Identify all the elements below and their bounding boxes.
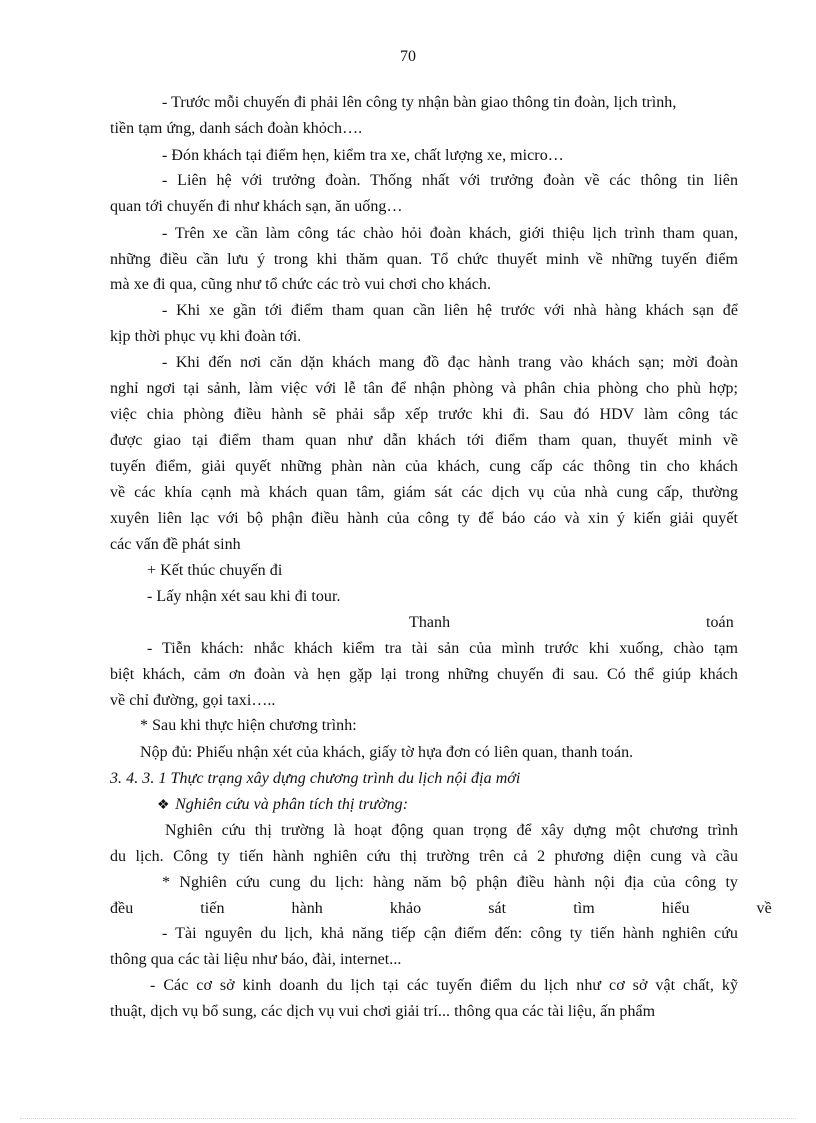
text-line-17: xuyên liên lạc với bộ phận điều hành của công ty để báo cáo và xin ý kiến giải quyết <box>110 510 738 527</box>
text-line-5: quan tới chuyến đi như khách sạn, ăn uống… <box>110 198 403 215</box>
text-line-21b: toán <box>706 614 734 631</box>
text-line-18: các vấn đề phát sinh <box>110 536 241 553</box>
section-heading: 3. 4. 3. 1 Thực trạng xây dựng chương trình du lịch nội địa mới <box>110 770 521 787</box>
text-line-12: nghỉ ngơi tại sảnh, làm việc với lễ tân để nhận phòng và phân chia phòng cho phù hợp; <box>110 380 738 397</box>
text-line-30: Nghiên cứu thị trường là hoạt động quan trọng để xây dựng một chương trình <box>165 822 738 839</box>
text-line-16: về các khía cạnh mà khách quan tâm, giám sát các dịch vụ của nhà cung cấp, thường <box>110 484 738 501</box>
text-line-31: du lịch. Công ty tiến hành nghiên cứu thị trường trên cả 2 phương diện cung và cầu <box>110 848 738 865</box>
text-line-22: - Tiễn khách: nhắc khách kiểm tra tài sản của mình trước khi xuống, chào tạm <box>147 640 738 657</box>
page-bottom-divider <box>20 1118 796 1119</box>
text-line-2: tiền tạm ứng, danh sách đoàn khỏch…. <box>110 120 363 137</box>
text-line-6: - Trên xe cần làm công tác chào hỏi đoàn khách, giới thiệu lịch trình tham quan, <box>162 225 738 242</box>
text-line-20: - Lấy nhận xét sau khi đi tour. <box>147 588 341 605</box>
text-line-8: mà xe đi qua, cũng như tổ chức các trò vui chơi cho khách. <box>110 276 492 293</box>
text-line-36: - Các cơ sở kinh doanh du lịch tại các tuyến điểm du lịch như cơ sở vật chất, kỹ <box>150 977 738 994</box>
text-line-37: thuật, dịch vụ bổ sung, các dịch vụ vui chơi giải trí... thông qua các tài liệu, ấn phẩm <box>110 1003 656 1020</box>
text-line-25: * Sau khi thực hiện chương trình: <box>140 717 357 734</box>
text-line-3: - Đón khách tại điểm hẹn, kiểm tra xe, chất lượng xe, micro… <box>162 147 564 164</box>
subsection-heading <box>157 794 785 817</box>
text-line-19: + Kết thúc chuyến đi <box>147 562 283 579</box>
text-line-26: Nộp đủ: Phiếu nhận xét của khách, giấy tờ hựa đơn có liên quan, thanh toán. <box>140 744 634 761</box>
text-line-21a: Thanh <box>409 614 451 631</box>
text-line-35: thông qua các tài liệu như báo, đài, internet... <box>110 951 402 968</box>
text-line-4: - Liên hệ với trưởng đoàn. Thống nhất với trưởng đoàn về các thông tin liên <box>162 172 738 189</box>
text-line-10: kịp thời phục vụ khi đoàn tới. <box>110 328 302 345</box>
text-line-15: tuyến điểm, giải quyết những phàn nàn của khách, cung cấp các thông tin cho khách <box>110 458 738 475</box>
text-line-7: những điều cần lưu ý trong khi thăm quan. Tổ chức thuyết minh về những tuyến điểm <box>110 251 738 268</box>
text-line-13: việc chia phòng điều hành sẽ phải sắp xếp trước khi đi. Sau đó HDV làm công tác <box>110 406 738 423</box>
diamond-bullet-icon: ❖ <box>157 798 170 813</box>
text-line-11: - Khi đến nơi căn dặn khách mang đồ đạc hành trang vào khách sạn; mời đoàn <box>162 354 738 371</box>
text-line-24: về chỉ đường, gọi taxi….. <box>110 692 276 709</box>
text-line-34: - Tài nguyên du lịch, khả năng tiếp cận điểm đến: công ty tiến hành nghiên cứu <box>162 925 738 942</box>
text-line-32: * Nghiên cứu cung du lịch: hàng năm bộ phận điều hành nội địa của công ty <box>162 874 738 891</box>
subsection-heading-text: Nghiên cứu và phân tích thị trường: <box>175 796 409 813</box>
text-line-33: đều tiến hành khảo sát tìm hiểu về <box>110 900 772 917</box>
text-line-1: - Trước mỗi chuyến đi phải lên công ty nhận bàn giao thông tin đoàn, lịch trình, <box>162 94 677 111</box>
page-number: 70 <box>400 48 416 65</box>
text-line-9: - Khi xe gần tới điểm tham quan cần liên hệ trước với nhà hàng khách sạn để <box>162 302 738 319</box>
text-line-23: biệt khách, cảm ơn đoàn và hẹn gặp lại trong những chuyến đi sau. Có thể giúp khách <box>110 666 738 683</box>
text-line-14: được giao tại điểm tham quan như dẫn khách tới điểm tham quan, thuyết minh về <box>110 432 738 449</box>
